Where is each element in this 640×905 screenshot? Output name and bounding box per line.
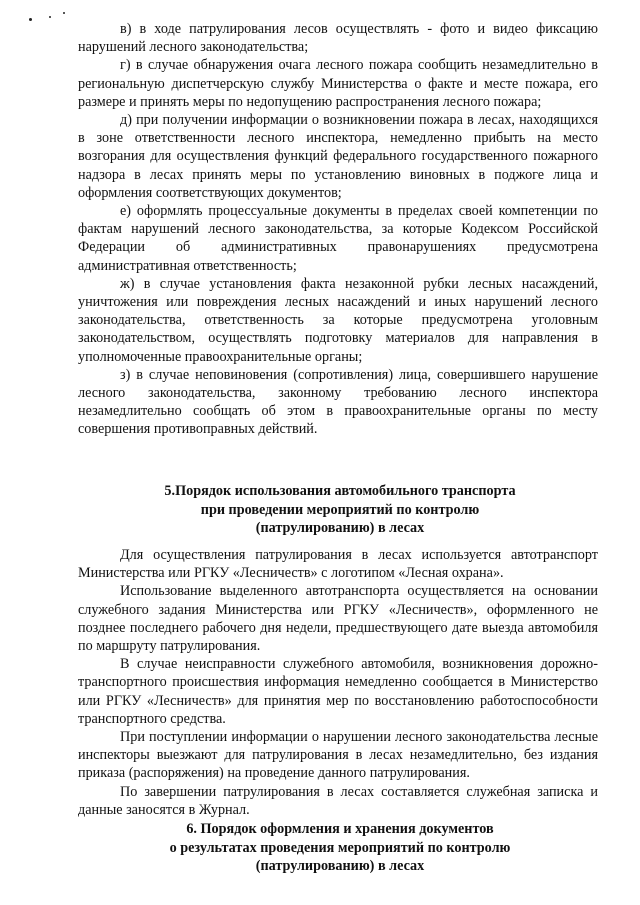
scan-speck (29, 18, 32, 21)
section-6-heading-line: 6. Порядок оформления и хранения документов (186, 821, 494, 837)
section-5-body (78, 546, 598, 819)
section-5-paragraph: В случае неисправности служебного автомобиля, возникновения дорожно-транспортного происшествия информация немедленно сообщается в Министерство или РГКУ «Лесничеств» для принятия мер по восстановлению работоспособности транспортного средства. (78, 656, 598, 727)
scan-speck (49, 16, 51, 18)
list-item-g: г) в случае обнаружения очага лесного пожара сообщить незамедлительно в региональную диспетчерскую службу Министерства о факте и месте пожара, его размере и принять меры по недопущению распространения лесного пожара; (78, 57, 598, 110)
section-6-heading (120, 820, 560, 876)
list-item-v: в) в ходе патрулирования лесов осуществлять - фото и видео фиксацию нарушений лесного законодательства; (78, 21, 598, 56)
section-6-heading-line: о результатах проведения мероприятий по контролю (169, 839, 511, 856)
list-item-d: д) при получении информации о возникновении пожара в лесах, находящихся в зоне ответственности лесного инспектора, немедленно прибыть на место возгорания для осуществления функций федерального государственного пожарного надзора в лесах принять меры по установлению виновных в поджоге лица и оформления соответствующих документов; (78, 112, 598, 201)
list-item-e: е) оформлять процессуальные документы в пределах своей компетенции по фактам нарушений лесного законодательства, за которые Кодексом Российской Федерации об административных правонарушениях предусмотрена административная ответственность; (78, 203, 598, 274)
section-5-paragraph: Использование выделенного автотранспорта осуществляется на основании служебного задания Министерства или РГКУ «Лесничеств», оформленного не позднее последнего рабочего дня недели, предшествующего дате выезда автомобиля по маршруту патрулирования. (78, 583, 598, 655)
section-5-paragraph: По завершении патрулирования в лесах составляется служебная записка и данные заносятся в Журнал. (78, 783, 598, 818)
section-5-heading-line: 5.Порядок использования автомобильного транспорта (164, 483, 516, 499)
list-item-z: з) в случае неповиновения (сопротивления) лица, совершившего нарушение лесного законодательства, законному требованию лесного инспектора незамедлительно сообщать об этом в правоохранительные органы по месту совершения противоправных действий. (78, 366, 598, 438)
list-item-zh: ж) в случае установления факта незаконной рубки лесных насаждений, уничтожения или повреждения лесных насаждений и иных нарушений лесного законодательства, ответственность за которые предусмотрена уголовным законодательством, осуществлять подготовку материалов для направления в уполномоченные правоохранительные органы; (78, 275, 598, 365)
section-6-heading-line: (патрулированию) в лесах (255, 858, 425, 875)
section-5-heading (120, 482, 560, 538)
section-5-paragraph: Для осуществления патрулирования в лесах используется автотранспорт Министерства или РГКУ «Лесничеств» с логотипом «Лесная охрана». (78, 547, 598, 582)
section-5-heading-line: (патрулированию) в лесах (255, 520, 425, 537)
duties-list (78, 20, 598, 439)
section-5-heading-line: при проведении мероприятий по контролю (200, 501, 480, 518)
section-5-paragraph: При поступлении информации о нарушении лесного законодательства лесные инспекторы выезжают для патрулирования в лесах незамедлительно, без издания приказа (распоряжения) на проведение данного патрулирования. (78, 729, 598, 782)
scan-speck (63, 12, 65, 14)
